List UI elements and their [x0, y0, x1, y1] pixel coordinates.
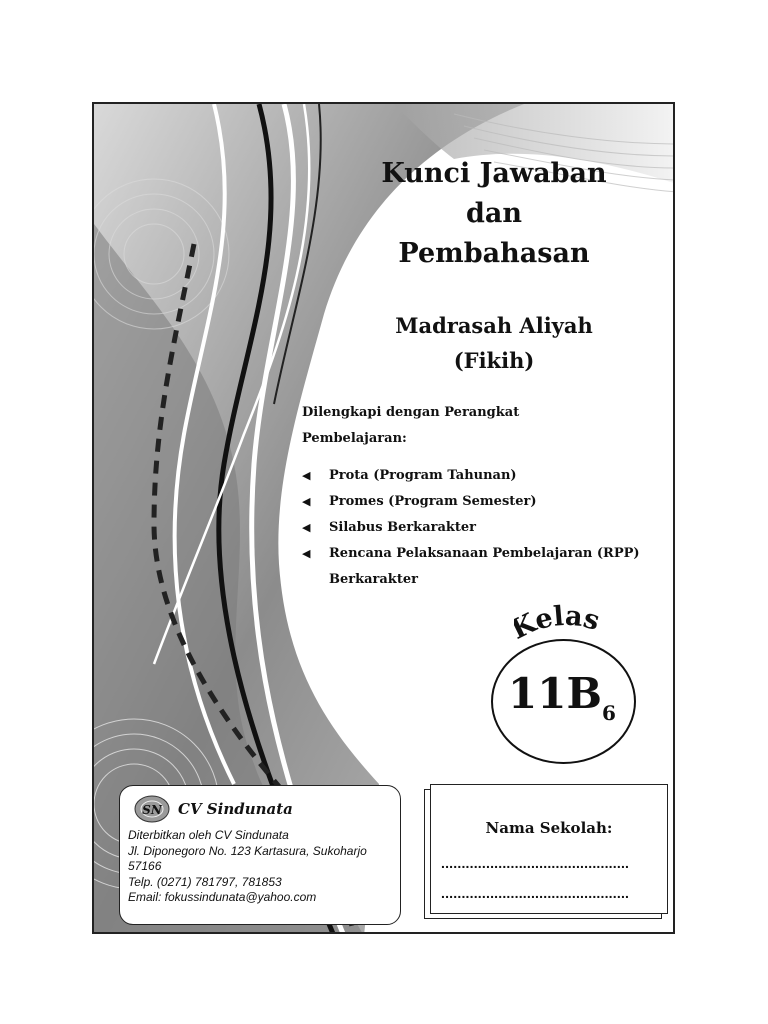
publisher-name: CV Sindunata [178, 800, 293, 818]
kelas-arc-text [514, 604, 619, 644]
feature-list [302, 463, 662, 593]
list-item-label: Prota (Program Tahunan) [329, 468, 517, 483]
bullet-arrow-icon: ◀ [302, 469, 311, 482]
kelas-number-subscript: 6 [601, 701, 616, 725]
list-item-label: Silabus Berkarakter [329, 520, 477, 535]
kelas-number [508, 669, 616, 738]
publisher-details [128, 828, 398, 906]
list-item [302, 489, 662, 515]
cover-title-line-3: Pembahasan [398, 238, 590, 269]
publisher-box [119, 785, 401, 925]
list-item-label: Berkarakter [329, 572, 418, 587]
intro-text [302, 400, 632, 452]
cover-subtitle-line-1: Madrasah Aliyah [395, 313, 593, 338]
school-name-label: Nama Sekolah: [485, 819, 613, 837]
kelas-number-main: 11B [508, 669, 602, 718]
intro-line-1: Dilengkapi dengan Perangkat [302, 405, 520, 420]
school-name-box [430, 784, 668, 914]
list-item [302, 463, 662, 489]
list-item-continuation [302, 567, 662, 593]
publisher-line: 57166 [128, 859, 162, 873]
list-item-label: Promes (Program Semester) [329, 494, 537, 509]
list-item [302, 541, 662, 567]
kelas-label: elas [531, 604, 604, 638]
publisher-line: Telp. (0271) 781797, 781853 [128, 874, 282, 889]
list-item-label: Rencana Pelaksanaan Pembelajaran (RPP) [329, 546, 640, 561]
school-name-blank-2: .............................................. [441, 885, 630, 901]
publisher-logo-icon [134, 794, 170, 824]
bullet-arrow-icon: ◀ [302, 521, 311, 534]
book-cover [92, 102, 675, 934]
svg-text:SN: SN [142, 803, 162, 817]
cover-title-line-2: dan [465, 198, 522, 229]
publisher-line: Diterbitkan oleh CV Sindunata [128, 828, 289, 842]
kelas-word [514, 604, 619, 644]
bullet-arrow-icon: ◀ [302, 547, 311, 560]
bullet-arrow-icon: ◀ [302, 495, 311, 508]
cover-subtitle-line-2: (Fikih) [453, 348, 535, 373]
intro-line-2: Pembelajaran: [302, 431, 407, 446]
publisher-line: Email: fokussindunata@yahoo.com [128, 890, 317, 904]
publisher-line: Jl. Diponegoro No. 123 Kartasura, Sukoharjo [128, 843, 367, 858]
list-item [302, 515, 662, 541]
school-name-blank-1: .............................................. [441, 855, 630, 871]
svg-text:Kelas [514, 604, 603, 644]
cover-title-line-1: Kunci Jawaban [381, 158, 607, 189]
